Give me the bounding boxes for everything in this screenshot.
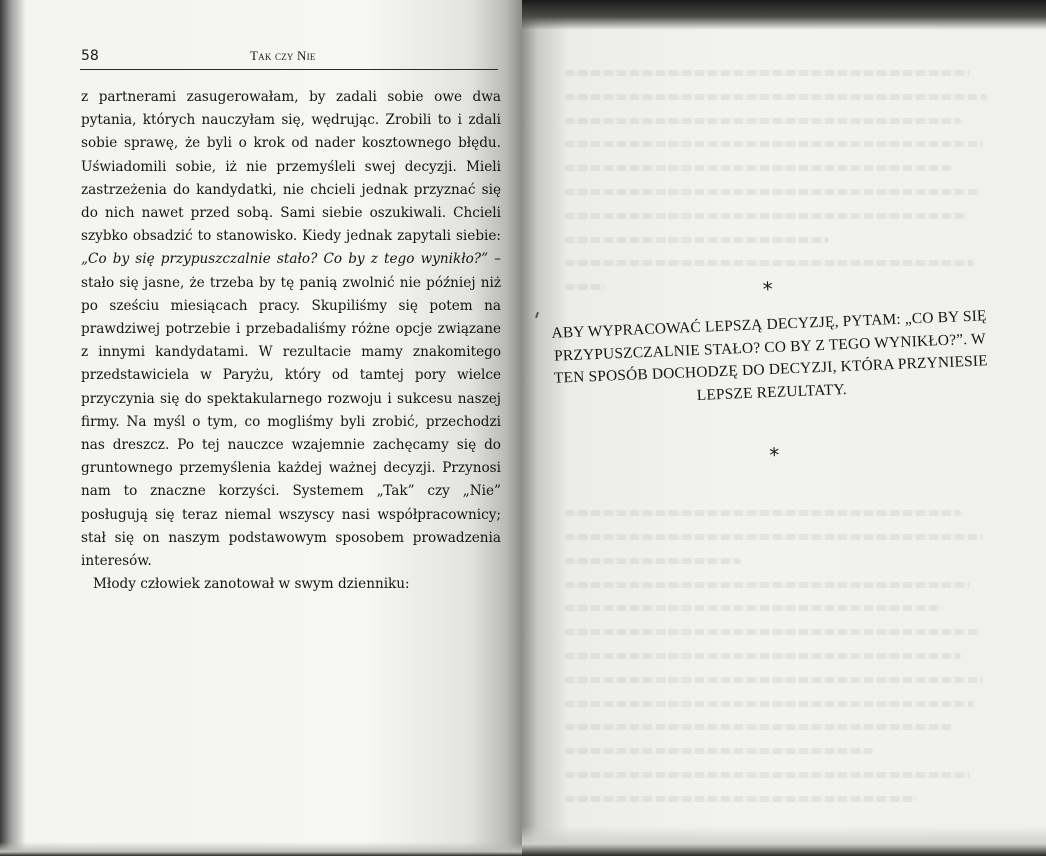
left-page — [0, 0, 522, 856]
page-number: 58 — [81, 48, 99, 64]
running-head: Tak czy Nie — [250, 48, 316, 63]
header-rule — [80, 69, 498, 70]
paragraph-1 — [81, 86, 501, 573]
asterisk-bottom: * — [768, 443, 780, 468]
paragraph-1-quoted-questions: „Co by się przypuszczalnie stało? Co by z tego wynikło?” — [81, 251, 489, 268]
body-text — [81, 86, 501, 596]
boxed-quote: ABY WYPRACOWAĆ LEPSZĄ DECYZJĘ, PYTAM: „CO BY SIĘ PRZYPUSZCZALNIE STAŁO? CO BY Z TEGO WYNIKŁO?”. W TEN SPOSÓB DOCHODZĘ DO DECYZJI, KTÓRA PRZYNIESIE LEPSZE REZULTATY. — [551, 307, 989, 404]
paragraph-1-part-1: z partnerami zasugerowałam, by zadali sobie owe dwa pytania, których nauczyłam się, wędrując. Zrobili to i zdali sobie sprawę, że byli o krok od nader kosztownego błędu. Uświadomili sobie, iż nie przemyśleli swej decyzji. Mieli zastrzeżenia do kandydatki, nie chcieli jednak przyznać się do nich nawet przed sobą. Sami siebie oszukiwali. Chcieli szybko obsadzić to stanowisko. Kiedy jednak zapytali siebie: — [81, 89, 501, 245]
asterisk-top: * — [762, 276, 774, 302]
paragraph-1-part-3: – stało się jasne, że trzeba by tę panią zwolnić nie później niż po sześciu miesiącach pracy. Skupiliśmy się potem na prawdziwej potrzebie i przebadaliśmy różne opcje związane z innymi kandydatami. W rezultacie mamy znakomitego przedstawiciela w Paryżu, który od tamtej pory wielce przyczynia się do spektakularnego rozwoju i sukcesu naszej firmy. Na myśl o tym, co mogliśmy byli zrobić, przechodzi nas dreszcz. Po tej nauczce wzajemnie zachęcamy się do gruntownego przemyślenia każdej ważnej decyzji. Przynosi nam to znaczne korzyści. Systemem „Tak” czy „Nie” posługują się teraz niemal wszyscy nasi współpracownicy; stał się on naszym podstawowym sposobem prowadzenia interesów. — [81, 251, 501, 570]
paragraph-2: Młody człowiek zanotował w swym dzienniku: — [93, 576, 410, 593]
quote-block — [549, 269, 992, 475]
